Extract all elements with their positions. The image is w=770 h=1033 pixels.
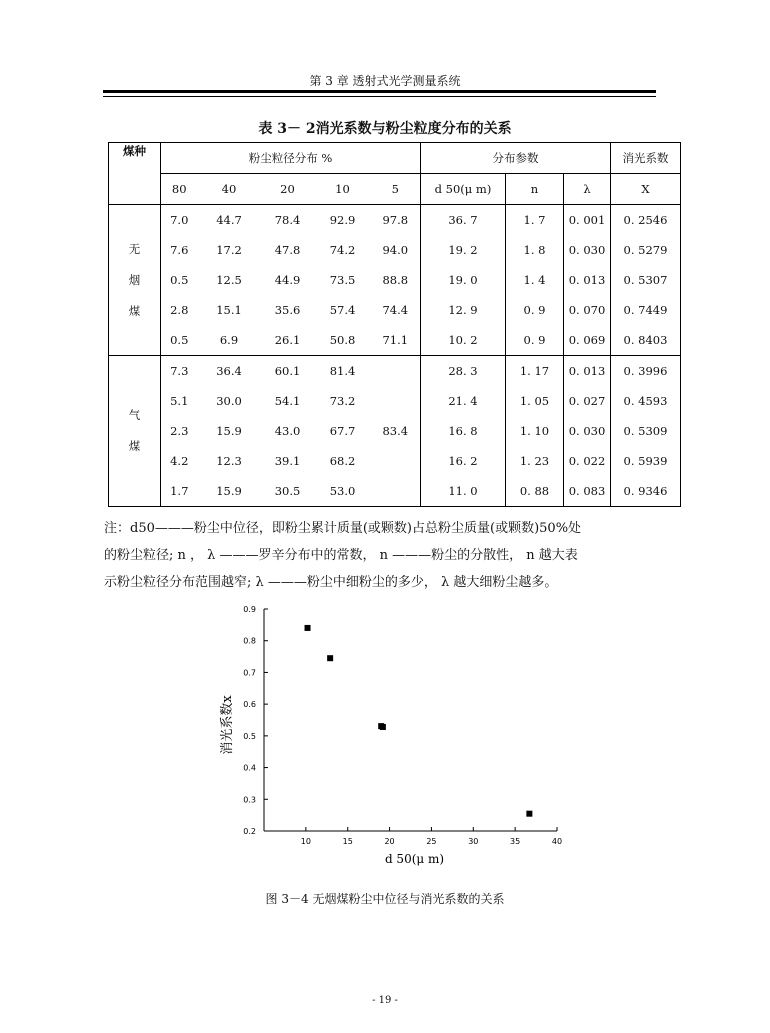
table-cell: 19. 2 [421, 235, 506, 265]
table-cell: 17.2 [216, 243, 242, 257]
table-cell: 30.0 [216, 394, 242, 408]
table-cell: 1. 17 [506, 356, 564, 387]
table-cell: 12.3 [216, 454, 242, 468]
y-tick-label: 0.3 [243, 795, 256, 805]
coal-type-char: 煤 [128, 303, 141, 318]
table-cell: 35.6 [274, 303, 301, 317]
table-cell: 97.8 [371, 205, 421, 236]
table-cell: 73.2 [329, 394, 356, 408]
chapter-header: 第 3 章 透射式光学测量系统 [309, 74, 461, 88]
table-cell: 0. 2546 [623, 213, 668, 227]
x-tick-label: 15 [342, 837, 353, 846]
table-cell: 0. 5307 [623, 273, 668, 287]
header-params: 分布参数 [421, 143, 611, 174]
y-tick-label: 0.9 [243, 605, 256, 614]
table-cell: 88.8 [371, 265, 421, 295]
table-cell: 74.2 [329, 243, 356, 257]
y-axis-label: 消光系数x [220, 695, 235, 755]
subheader-cell: 20 [261, 174, 315, 205]
table-cell: 28. 3 [421, 356, 506, 387]
table-cell: 57.4 [329, 303, 356, 317]
table-cell: 1. 23 [506, 446, 564, 476]
y-tick-label: 0.7 [243, 668, 256, 678]
table-cell: 0. 7449 [623, 303, 668, 317]
table-cell: 44.9 [274, 273, 301, 287]
header-coal: 煤种 [109, 143, 161, 205]
table-cell: 5.1 [170, 394, 189, 408]
data-point [305, 625, 311, 631]
table-cell: 0. 001 [564, 205, 611, 236]
table-cell: 53.0 [329, 484, 356, 498]
table-cell: 0. 030 [564, 416, 611, 446]
table-cell: 0. 88 [506, 476, 564, 507]
coal-type-char: 无 [128, 241, 141, 256]
table-cell: 73.5 [329, 273, 356, 287]
note-line-2: 的粉尘粒径; n ， λ ———罗辛分布中的常数， n ———粉尘的分散性， n 越大表 [104, 548, 578, 563]
table-cell: 67.7 [329, 424, 356, 438]
table-cell: 0. 5309 [623, 424, 668, 438]
table-cell: 1.7 [170, 484, 189, 498]
table-cell: 16. 8 [421, 416, 506, 446]
table-cell: 83.4 [371, 416, 421, 446]
table-cell: 1. 10 [506, 416, 564, 446]
table-cell: 0. 5279 [623, 243, 668, 257]
table-cell: 0.5 [161, 325, 198, 356]
subheader-cell: 10 [315, 174, 371, 205]
table-cell: 60.1 [274, 364, 301, 378]
table-cell: 68.2 [329, 454, 356, 468]
table-cell: 12. 9 [421, 295, 506, 325]
table-cell: 4.2 [170, 454, 189, 468]
table-caption: 表 3－ 2消光系数与粉尘粒度分布的关系 [258, 121, 512, 137]
table-cell: 54.1 [274, 394, 301, 408]
table-cell: 74.4 [371, 295, 421, 325]
table-cell: 0. 3996 [623, 364, 668, 378]
subheader-cell: 40 [198, 174, 261, 205]
header-extinction: 消光系数 [611, 143, 681, 174]
data-point [380, 724, 386, 730]
table-cell: 0. 069 [564, 325, 611, 356]
note-line-1: 注：d50———粉尘中位径，即粉尘累计质量(或颗数)占总粉尘质量(或颗数)50%处 [104, 521, 582, 536]
y-tick-label: 0.4 [243, 763, 256, 773]
table-cell: 0. 8403 [611, 325, 681, 356]
coal-type-char: 气 [128, 408, 141, 422]
x-tick-label: 30 [468, 837, 479, 846]
table-cell: 1. 4 [506, 265, 564, 295]
table-cell: 0. 4593 [623, 394, 668, 408]
table-cell: 0. 5939 [623, 454, 668, 468]
table-cell: 0.5 [170, 273, 189, 287]
y-tick-label: 0.8 [243, 636, 256, 646]
table-cell: 1. 8 [506, 235, 564, 265]
table-cell: 71.1 [371, 325, 421, 356]
figure-caption: 图 3－4 无烟煤粉尘中位径与消光系数的关系 [265, 892, 505, 906]
table-cell: 0. 013 [564, 265, 611, 295]
table-cell: 15.9 [216, 424, 242, 438]
header-distribution: 粉尘粒径分布 % [161, 143, 421, 174]
data-point [526, 811, 532, 817]
table-cell: 36.4 [216, 364, 242, 378]
table-cell: 0. 013 [564, 356, 611, 387]
subheader-cell: λ [564, 174, 611, 205]
table-cell: 94.0 [371, 235, 421, 265]
x-tick-label: 35 [510, 837, 521, 846]
table-cell: 11. 0 [421, 476, 506, 507]
table-cell: 0. 9 [506, 325, 564, 356]
x-tick-label: 25 [426, 837, 437, 846]
table-cell: 44.7 [216, 213, 242, 227]
table-cell: 0. 030 [564, 235, 611, 265]
y-tick-label: 0.2 [243, 827, 256, 836]
table-cell: 7.3 [170, 364, 189, 378]
table-cell: 36. 7 [421, 205, 506, 236]
table-cell: 0. 9 [506, 295, 564, 325]
table-cell: 2.3 [170, 424, 189, 438]
coal-type-char: 煤 [128, 439, 141, 453]
table-cell: 12.5 [216, 273, 242, 287]
table-cell: 78.4 [274, 213, 301, 227]
table-cell: 10. 2 [421, 325, 506, 356]
page-number: - 19 - [372, 995, 398, 1006]
table-cell: 26.1 [261, 325, 315, 356]
table-cell: 15.9 [216, 484, 242, 498]
table-cell: 16. 2 [421, 446, 506, 476]
subheader-cell: d 50(μ m) [421, 174, 506, 205]
table-cell: 0. 083 [564, 476, 611, 507]
x-tick-label: 40 [551, 837, 563, 846]
subheader-cell: 80 [161, 174, 198, 205]
subheader-cell: 5 [371, 174, 421, 205]
table-cell: 92.9 [329, 213, 356, 227]
table-cell: 15.1 [216, 303, 242, 317]
table-cell: 1. 7 [506, 205, 564, 236]
table-cell: 0. 022 [564, 446, 611, 476]
x-tick-label: 20 [384, 837, 395, 846]
table-cell: 7.0 [170, 213, 189, 227]
table-cell: 21. 4 [421, 386, 506, 416]
table-cell: 7.6 [170, 243, 189, 257]
table-cell: 19. 0 [421, 265, 506, 295]
table-cell: 2.8 [170, 303, 189, 317]
subheader-cell: n [506, 174, 564, 205]
subheader-cell: X [611, 174, 681, 205]
note-line-3: 示粉尘粒径分布范围越窄; λ ———粉尘中细粉尘的多少， λ 越大细粉尘越多。 [104, 575, 558, 590]
table-cell: 1. 05 [506, 386, 564, 416]
y-tick-label: 0.5 [243, 731, 256, 741]
x-tick-label: 10 [300, 837, 311, 846]
table-cell: 81.4 [329, 364, 356, 378]
table-cell: 43.0 [274, 424, 301, 438]
x-axis-label: d 50(μ m) [384, 852, 445, 866]
table-cell: 0. 9346 [623, 484, 668, 498]
table-cell: 47.8 [274, 243, 301, 257]
table-cell: 0. 070 [564, 295, 611, 325]
data-point [327, 655, 333, 661]
table-cell: 39.1 [274, 454, 301, 468]
table-cell: 6.9 [198, 325, 261, 356]
table-cell: 0. 027 [564, 386, 611, 416]
coal-type-char: 烟 [128, 272, 141, 287]
table-cell: 30.5 [274, 484, 301, 498]
table-cell: 50.8 [315, 325, 371, 356]
y-tick-label: 0.6 [243, 700, 256, 710]
